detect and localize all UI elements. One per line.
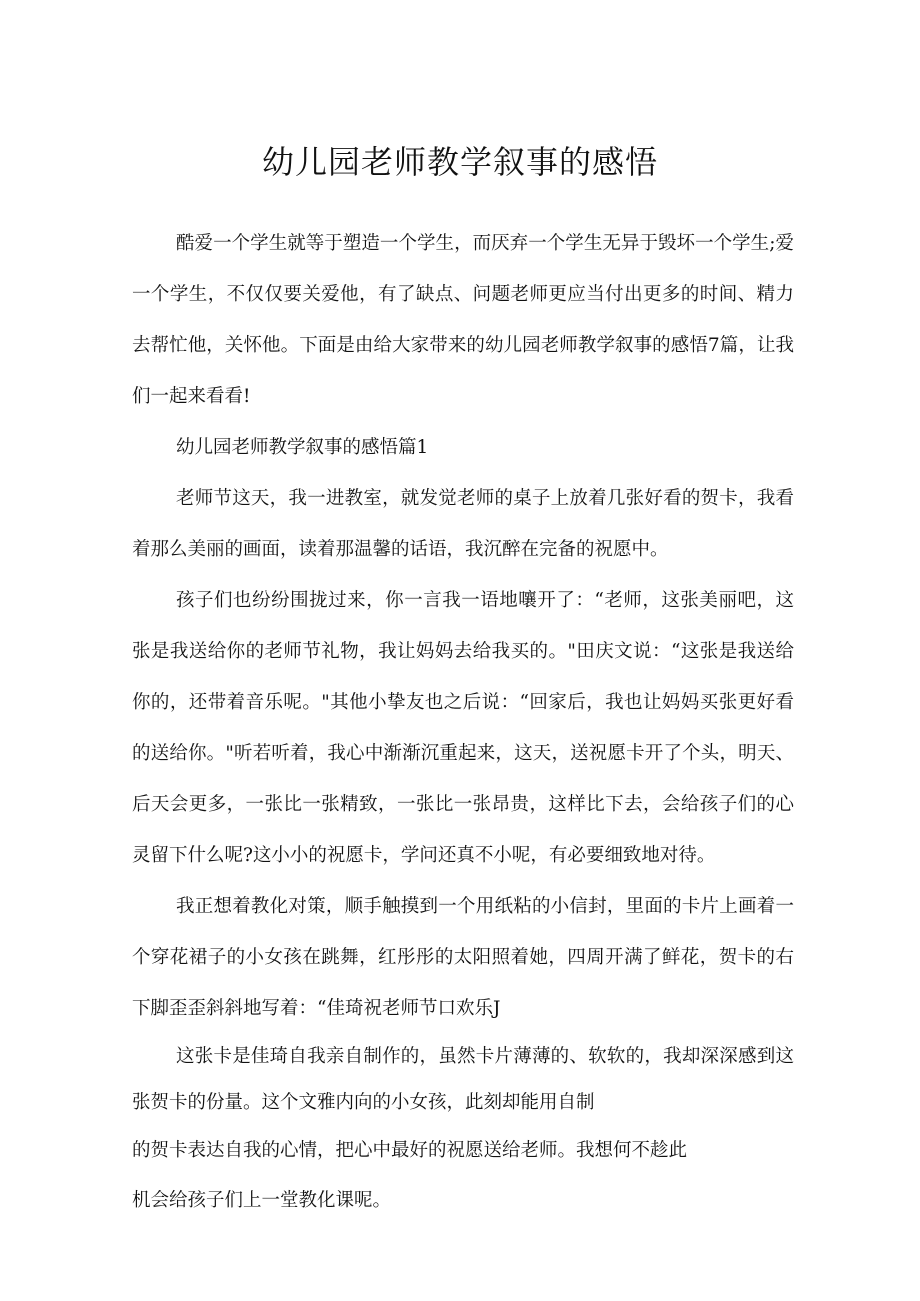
body-paragraph: 这张卡是佳琦自我亲自制作的，虽然卡片薄薄的、软软的，我却深深感到这张贺卡的份量。这个文雅内向的小女孩，此刻却能用自制	[132, 1046, 794, 1113]
document-body	[132, 218, 794, 1224]
body-paragraph: 老师节这天，我一进教室，就发觉老师的桌子上放着几张好看的贺卡，我看着那么美丽的画面，读着那温馨的话语，我沉醉在完备的祝愿中。	[132, 488, 794, 560]
section-heading: 幼儿园老师教学叙事的感悟篇1	[176, 437, 429, 458]
continuation-line: 的贺卡表达自我的心情，把心中最好的祝愿送给老师。我想何不趁此	[132, 1140, 688, 1161]
body-paragraph: 孩子们也纷纷围拢过来，你一言我一语地嚷开了：“老师，这张美丽吧，这张是我送给你的老师节礼物，我让妈妈去给我买的。"田庆文说：“这张是我送给你的，还带着音乐呢。"其他小挚友也之后说：“回家后，我也让妈妈买张更好看的送给你。"听若听着，我心中渐渐沉重起来，这天，送祝愿卡开了个头，明天、后天会更多，一张比一张精致，一张比一张昂贵，这样比下去，会给孩子们的心灵留下什么呢?这小小的祝愿卡，学问还真不小呢，有必要细致地对待。	[132, 590, 794, 866]
body-paragraph: 我正想着教化对策，顺手触摸到一个用纸粘的小信封，里面的卡片上画着一个穿花裙子的小女孩在跳舞，红彤彤的太阳照着她，四周开满了鲜花，贺卡的右下脚歪歪斜斜地写着：“佳琦祝老师节口欢乐J	[132, 896, 794, 1019]
intro-paragraph: 酷爱一个学生就等于塑造一个学生，而厌弃一个学生无异于毁坏一个学生;爱一个学生，不仅仅要关爱他，有了缺点、问题老师更应当付出更多的时间、精力去帮忙他，关怀他。下面是由给大家带来的幼儿园老师教学叙事的感悟7篇，让我们一起来看看!	[132, 233, 794, 407]
document-title: 幼儿园老师教学叙事的感悟	[261, 143, 658, 181]
continuation-line: 机会给孩子们上一堂教化课呢。	[132, 1190, 392, 1211]
